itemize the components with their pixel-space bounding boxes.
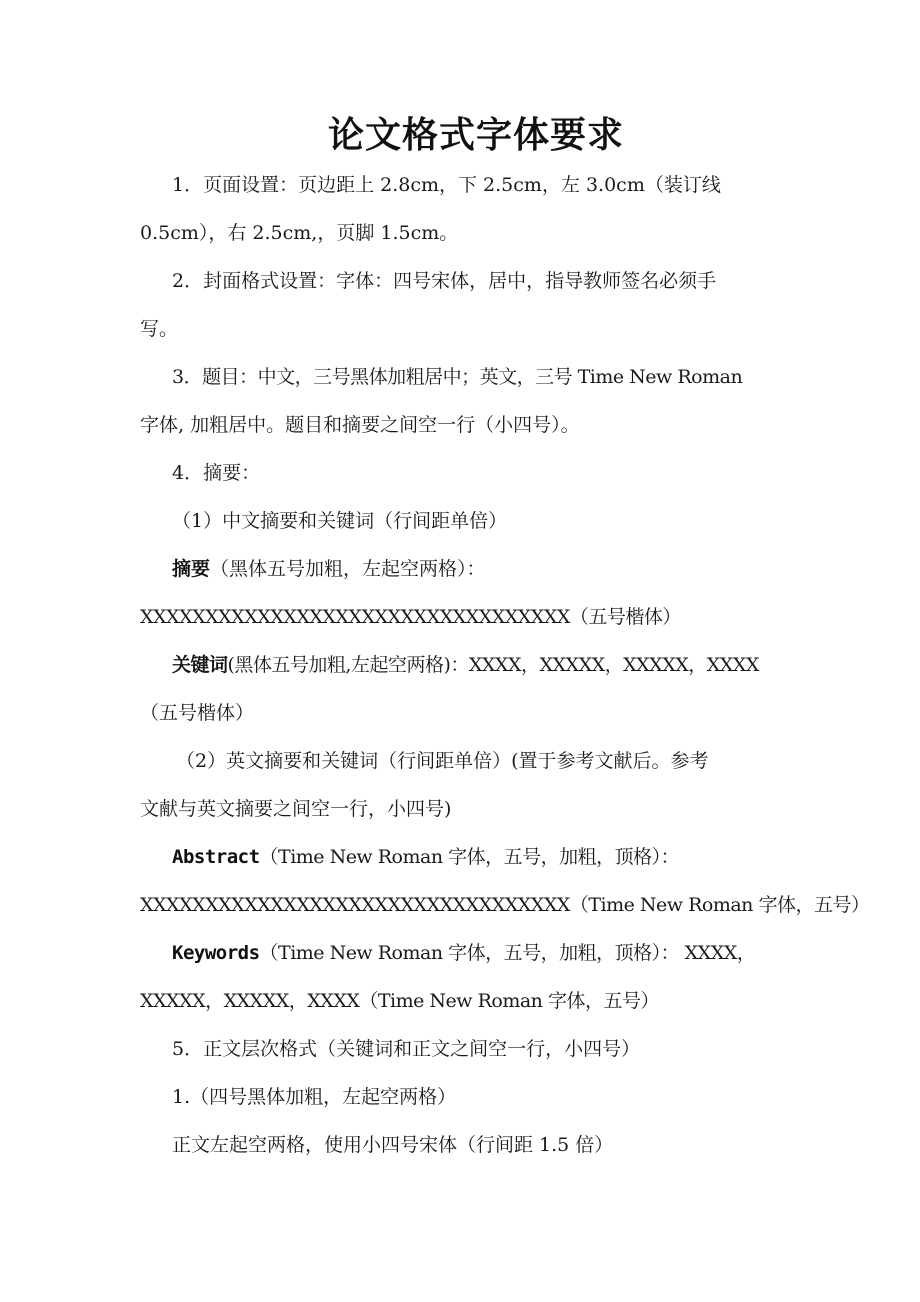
item-5-1-heading: 1.（四号黑体加粗，左起空两格） bbox=[172, 1086, 457, 1108]
abstract-en-line bbox=[172, 842, 679, 872]
abstract-cn-body: XXXXXXXXXXXXXXXXXXXXXXXXXXXXXXXXX（五号楷体） bbox=[140, 606, 681, 628]
item-3-line-2: 字体, 加粗居中。题目和摘要之间空一行（小四号）。 bbox=[140, 414, 580, 436]
abstract-cn-rule: （黑体五号加粗，左起空两格）： bbox=[210, 558, 486, 580]
keywords-cn-label: 关键词 bbox=[172, 654, 228, 676]
item-2-line-2: 写。 bbox=[140, 318, 179, 340]
abstract-en-label: Abstract bbox=[172, 846, 260, 868]
item-4-heading: 4．摘要： bbox=[172, 462, 261, 484]
item-4-2-line-2: 文献与英文摘要之间空一行，小四号) bbox=[140, 798, 452, 820]
document-title: 论文格式字体要求 bbox=[327, 115, 624, 156]
item-5-heading: 5．正文层次格式（关键词和正文之间空一行，小四号） bbox=[172, 1038, 641, 1060]
item-5-body: 正文左起空两格，使用小四号宋体（行间距 1.5 倍） bbox=[172, 1134, 614, 1156]
keywords-en-line bbox=[172, 938, 755, 968]
item-3-line-1: 3．题目：中文，三号黑体加粗居中；英文，三号 Time New Roman bbox=[172, 366, 743, 388]
item-1-line-1: 1．页面设置：页边距上 2.8cm，下 2.5cm，左 3.0cm（装订线 bbox=[172, 174, 721, 196]
keywords-cn-rule: (黑体五号加粗,左起空两格)：XXXX，XXXXX，XXXXX，XXXX bbox=[227, 654, 759, 676]
abstract-en-rule: （Time New Roman 字体，五号，加粗，顶格）： bbox=[259, 846, 680, 868]
abstract-cn-line bbox=[172, 554, 486, 584]
item-4-1-heading: （1）中文摘要和关键词（行间距单倍） bbox=[172, 510, 508, 532]
abstract-en-body: XXXXXXXXXXXXXXXXXXXXXXXXXXXXXXXXX（Time New Roman 字体，五号） bbox=[140, 894, 870, 916]
item-4-2-line-1: （2）英文摘要和关键词（行间距单倍）(置于参考文献后。参考 bbox=[176, 750, 709, 772]
abstract-cn-label: 摘要 bbox=[172, 558, 211, 580]
keywords-cn-tail: （五号楷体） bbox=[140, 702, 255, 724]
item-1-line-2: 0.5cm），右 2.5cm,，页脚 1.5cm。 bbox=[140, 222, 459, 244]
keywords-en-tail: XXXXX，XXXXX，XXXX（Time New Roman 字体，五号） bbox=[140, 990, 659, 1012]
keywords-en-rule: （Time New Roman 字体，五号，加粗，顶格）： XXXX， bbox=[259, 942, 756, 964]
item-2-line-1: 2．封面格式设置：字体：四号宋体，居中，指导教师签名必须手 bbox=[172, 270, 717, 292]
keywords-en-label: Keywords bbox=[172, 942, 260, 964]
keywords-cn-line bbox=[172, 650, 759, 680]
